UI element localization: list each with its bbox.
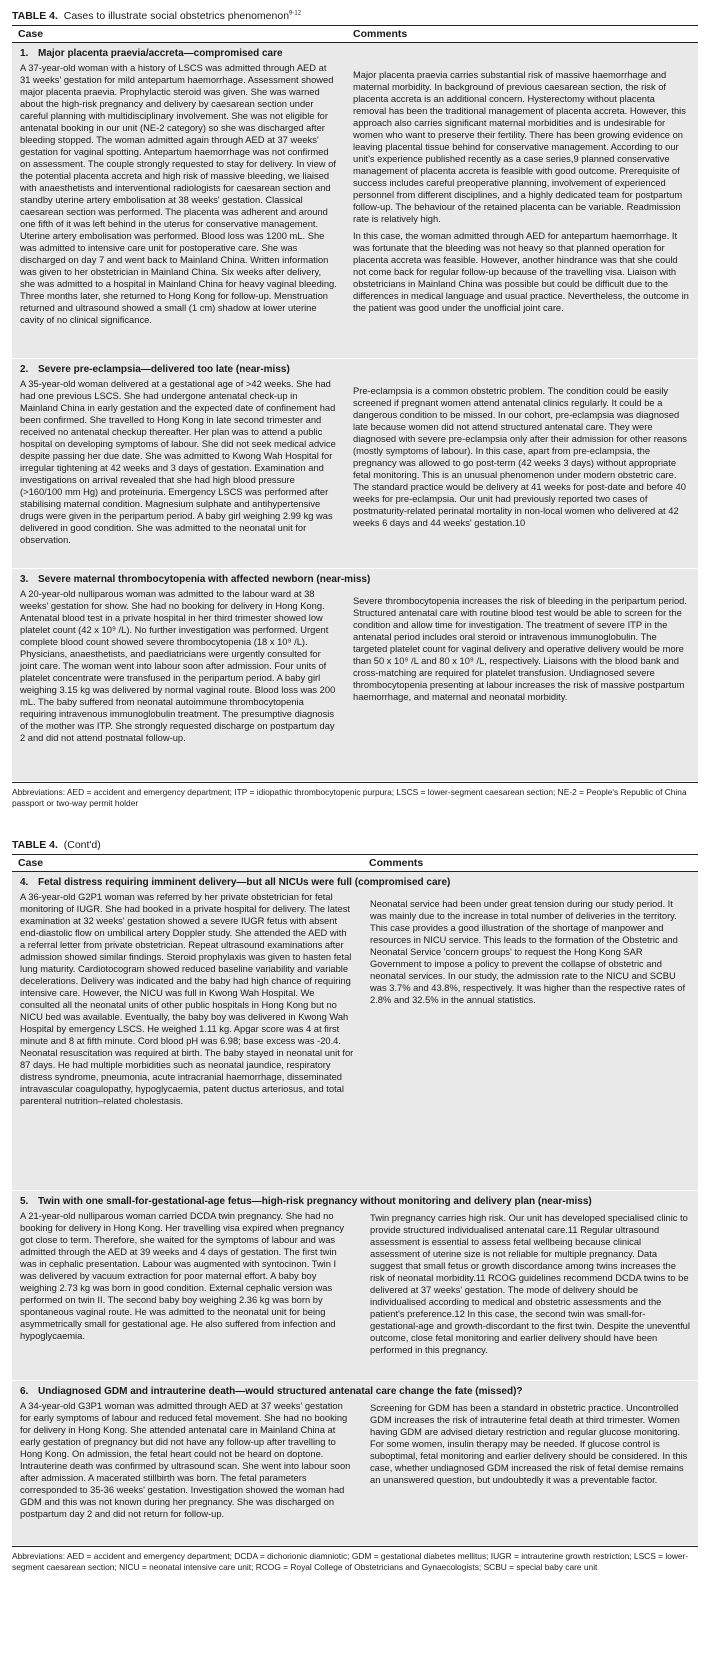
table-title xyxy=(12,838,698,854)
case-comments: Major placenta praevia carries substantial risk of massive haemorrhage and maternal morbidity. In background of previous caesarean section, the risk of placenta accreta is an additional concern. Hysterectomy without placenta removal has been the traditional management of placenta accreta. However, this approach also carries significant maternal morbidities and is undesirable for women who want to preserve their fertility. There has been growing evidence on leaving placental tissue behind for conservative management. According to our unit's experience published recently as a case series,9 planned conservative management of placenta accreta is feasible with good outcome. Prerequisite of success includes careful preoperative planning, involvement of experienced personnel from different disciplines, and a highly dedicated team for postpartum follow-up. The behaviour of the retained placenta can be variable. Readmission rate is relatively high. In this case, the woman admitted through AED for antepartum haemorrhage. It was fortunate that the bleeding was not heavy so that planned operation for placenta accreta was feasible. However, another hindrance was that she could not come back for regular follow-up because of the travelling visa. Liaison with obstetricians in Mainland China was possible but could be difficult due to the differences in medical language and usual practice. Nevertheless, the outcome in the patient was good under the unofficial joint care. xyxy=(353,70,689,313)
case-description: A 34-year-old G3P1 woman was admitted through AED at 37 weeks' gestation for early symptoms of labour and reduced fetal movement. She had no booking for delivery in Hong Kong. She attended antenatal care in Mainland China at early gestation of pregnancy but did not have any follow-up after travelling to Hong Kong. On admission, the fetal heart could not be heard on doptone. Intrauterine death was confirmed by ultrasound scan. She went into labour soon after admission. A macerated stillbirth was born. The fetal parameters corresponded to 35-36 weeks' gestation. Investigation showed the woman had GDM and this was not known during her pregnancy. She was discharged on postpartum day 2 and did not return for follow-up. xyxy=(20,1401,351,1519)
table-label: TABLE 4. xyxy=(12,10,58,22)
case-comments: Neonatal service had been under great tension during our study period. It was mainly due to the increase in total number of deliveries in the territory. This case provides a good illustration of the shortage of manpower and resources in NICU service. This leads to the formation of the Obstetric and Neonatal Service 'concern groups' to request the Hong Kong SAR Government to impose a policy to prevent the collapse of obstetric and neonatal services. In our study, the admission rate to the NICU and SCBU was 3.7% and 43.8%, respectively. It was higher than the respective rates of 2.8% and 32.5% in the annual statistics. xyxy=(370,899,686,1005)
table-4-continued xyxy=(12,838,698,1573)
table-refs: 9-12 xyxy=(289,10,302,17)
case-comments: Pre-eclampsia is a common obstetric problem. The condition could be easily screened if pregnant women attend antenatal clinics regularly. It could be a dangerous condition to be missed. In our cohort, pre-eclampsia was diagnosed late because women did not attend structured antenatal care. They were diagnosed with severe pre-eclampsia only after their admission for other reasons (mostly symptoms of labour). In this case, apart from pre-eclampsia, the pregnancy was allowed to go post-term (42 weeks 3 days) without appropriate fetal monitoring. This is an unusual phenomenon under modern obstetric care. The standard practice would be delivery at 41 weeks for post-date and before 40 weeks for pre-eclampsia. Our unit had previously reported two cases of postmaturity-related perinatal mortality in non-local women who delivered at 42 weeks 6 days and 44 weeks' gestation.10 xyxy=(353,386,687,528)
case-title: 1. Major placenta praevia/accreta—compromised care xyxy=(20,48,283,59)
case-row xyxy=(12,1381,698,1546)
case-title: 2. Severe pre-eclampsia—delivered too late (near-miss) xyxy=(20,364,290,375)
case-title: 4. Fetal distress requiring imminent delivery—but all NICUs were full (compromised care) xyxy=(20,877,451,888)
header-comments: Comments xyxy=(369,857,424,869)
case-title: 6. Undiagnosed GDM and intrauterine death—would structured antenatal care change the fate (missed)? xyxy=(20,1386,523,1397)
case-row xyxy=(12,569,698,782)
abbreviations: Abbreviations: AED = accident and emergency department; DCDA = dichorionic diamniotic; GDM = gestational diabetes mellitus; IUGR = intrauterine growth restriction; LSCS = lower-segment caesarean section; NICU = neonatal intensive care unit; RCOG = Royal College of Obstetricians and Gynaecologists; SCBU = special baby care unit xyxy=(12,1546,698,1573)
case-row xyxy=(12,872,698,1191)
case-title: 3. Severe maternal thrombocytopenia with affected newborn (near-miss) xyxy=(20,574,371,585)
case-title: 5. Twin with one small-for-gestational-age fetus—high-risk pregnancy without monitoring and delivery plan (near-miss) xyxy=(20,1196,592,1207)
case-description: A 35-year-old woman delivered at a gestational age of >42 weeks. She had had one previous LSCS. She had undergone antenatal check-up in Mainland China in early gestation and the expected date of confinement had been confirmed. She travelled to Hong Kong in late second trimester and received no antenatal checkup thereafter. Her plan was to attend a public hospital on developing symptoms of labour. She did not seek medical advice despite passing her due date. She was admitted to Kwong Wah Hospital for irregular tightening at 42 weeks and 3 days of gestation. Examination and investigations on arrival revealed that she had high blood pressure (>160/100 mm Hg) and proteinuria. Emergency LSCS was performed after stabilising maternal condition. Magnesium sulphate and antihypertensive drugs were given in the peripartum period. A baby girl weighing 2.99 kg was delivered in good condition. She was admitted to the neonatal unit for observation. xyxy=(20,379,336,545)
header-comments: Comments xyxy=(353,28,408,40)
case-comments: Severe thrombocytopenia increases the risk of bleeding in the peripartum period. Structured antenatal care with routine blood test would be able to screen for the condition and allow time for investigation. The treatment of severe ITP in the antenatal period includes oral steroid or intravenous immunoglobulin. The targeted platelet count for vaginal delivery and operative delivery would be more than 50 x 10⁹ /L and 80 x 10⁹ /L, respectively. Liaisons with the blood bank and cross-matching are required for platelet transfusion. Undiagnosed severe thrombocytopenia presenting at labour increases the risk of massive postpartum haemorrhage, and maternal and neonatal morbidity. xyxy=(353,596,687,702)
header-case: Case xyxy=(18,28,44,40)
case-description: A 21-year-old nulliparous woman carried DCDA twin pregnancy. She had no booking for delivery in Hong Kong. Her travelling visa expired when pregnancy got close to term. Therefore, she waited for the symptoms of labour and was admitted through the AED at 39 weeks and 4 days of gestation. The first twin was in cephalic presentation. Labour was augmented with syntocinon. Twin I was delivered by vacuum extraction for poor maternal effort. A baby boy weighing 2.73 kg was born in good condition. External cephalic version was performed on twin II. The second baby boy weighing 2.36 kg was born by spontaneous vaginal route. He was admitted to the neonatal unit for being asymmetrically small for gestational age. He also suffered from infection and hypoglycaemia. xyxy=(20,1211,345,1341)
case-row xyxy=(12,1191,698,1381)
table-caption: Cases to illustrate social obstetrics phenomenon xyxy=(63,10,290,22)
header-case: Case xyxy=(18,857,44,869)
table-header xyxy=(12,854,698,872)
table-label: TABLE 4. xyxy=(12,839,58,851)
table-caption: (Cont'd) xyxy=(63,839,101,851)
table-header xyxy=(12,25,698,43)
case-row xyxy=(12,359,698,569)
abbreviations: Abbreviations: AED = accident and emergency department; ITP = idiopathic thrombocytopenic purpura; LSCS = lower-segment caesarean section; NE-2 = People's Republic of China passport or two-way permit holder xyxy=(12,782,698,809)
table-4 xyxy=(12,9,698,809)
case-description: A 20-year-old nulliparous woman was admitted to the labour ward at 38 weeks' gestation for show. She had no booking for delivery in Hong Kong. Antenatal blood test in a private hospital in her third trimester showed low platelet count (42 x 10⁹ /L). No further investigation was performed. Urgent complete blood count showed severe thrombocytopenia (18 x 10⁹ /L). Physicians, anaesthetists, and paediatricians were urgently consulted for joint care. The woman went into labour soon after admission. Four units of platelet concentrate were transfused in the peripartum period. A baby girl weighing 3.15 kg was delivered by normal vaginal route. Blood loss was 200 mL. The baby suffered from neonatal autoimmune thrombocytopenia requiring intravenous immunoglobulin treatment. The presumptive diagnosis of the mother was ITP. She strongly requested discharge on postpartum day 2 and did not attend postnatal follow-up. xyxy=(20,589,336,743)
case-description: A 37-year-old woman with a history of LSCS was admitted through AED at 31 weeks' gestation for mild antepartum haemorrhage. Assessment showed major placenta praevia. Prophylactic steroid was given. She was warned about the high-risk pregnancy and delivery by caesarean section under careful planning with multidisciplinary involvement. She was not eligible for antenatal booking in our unit (NE-2 category) so she was discharged after bleeding stopped. The woman admitted again through AED at 37 weeks' gestation for vaginal spotting. Antepartum haemorrhage was not confirmed on assessment. The couple strongly requested to stay for delivery. In view of the potential placenta accreta and high risk of massive bleeding, we liaised with anaesthetists and interventional radiologists for caesarean section and standby uterine artery embolisation at 38 weeks' gestation. Classical caesarean section was performed. The placenta was adherent and around one fifth of it was left behind in the uterus for conservative management. Uterine artery embolisation was performed. Blood loss was 1200 mL. She was admitted to intensive care unit for postoperative care. She was discharged on day 7 and went back to Mainland China. Written information was given to her obstetrician in Mainland China. Six weeks after delivery, she was admitted to a hospital in Mainland China for heavy vaginal bleeding. Three months later, she returned to Hong Kong for follow-up. Menstruation returned and ultrasound showed a small (1 cm) shadow at lower uterine cavity of no clinical significance. xyxy=(20,63,337,325)
case-comments: Screening for GDM has been a standard in obstetric practice. Uncontrolled GDM increases the risk of intrauterine fetal death at third trimester. Women having GDM are advised dietary restriction and regular glucose monitoring. For some women, insulin therapy may be needed. If glucose control is suboptimal, fetal monitoring and earlier delivery should be considered. In this case, whether undiagnosed GDM increased the risk of fetal demise remains an unanswered question, but undoubtedly it was a preventable factor. xyxy=(370,1403,688,1485)
case-description: A 36-year-old G2P1 woman was referred by her private obstetrician for fetal monitoring of IUGR. She had booked in a private hospital for delivery. The latest examination at 32 weeks' gestation showed a severe IUGR fetus with absent end-diastolic flow on umbilical artery Doppler study. She attended the AED with a referral letter from private obstetrician. Repeat ultrasound examinations after admission showed similar findings. Steroid prophylaxis was given to hasten fetal lung maturity. Cardiotocogram showed reduced baseline variability and variable decelerations. Delivery was indicated and the baby had high chance of requiring intensive care. However, the NICU was full in Kwong Wah Hospital. We consulted all the neonatal units of other public hospitals in Hong Kong but no NICU bed was available. Eventually, the baby boy was delivered in Kwong Wah Hospital by emergency LSCS. He weighed 1.11 kg. Apgar score was 4 at first minute and 8 at fifth minute. Cord blood pH was 6.98; base excess was -20.4. Neonatal resuscitation was required at birth. The baby stayed in neonatal unit for 87 days. He had multiple morbidities such as neonatal jaundice, respiratory distress syndrome, pneumonia, acute intracranial haemorrhage, disseminated intravascular coagulopathy, hypoglycaemia, patent ductus arteriosus, and total parenteral nutrition–related cholestasis. xyxy=(20,892,354,1106)
case-comments: Twin pregnancy carries high risk. Our unit has developed specialised clinic to provide structured individualised antenatal care.11 Regular ultrasound assessment is essential to assess fetal wellbeing because clinical assessment of uterine size is not reliable for multiple pregnancy. Data suggest that small fetus or growth discordance among twins increases the risk of neonatal morbidity.11 RCOG guidelines recommend DCDA twins to be delivered at 37 weeks' gestation. The mode of delivery should be individualised according to medical and obstetric assessments and the patient's preference.12 In this case, the second twin was small-for-gestational-age and growth-discordant to the first twin. Despite the uneventful outcome, close fetal monitoring and earlier delivery should have been performed in this pregnancy. xyxy=(370,1213,690,1355)
case-row xyxy=(12,43,698,359)
table-title xyxy=(12,9,698,25)
